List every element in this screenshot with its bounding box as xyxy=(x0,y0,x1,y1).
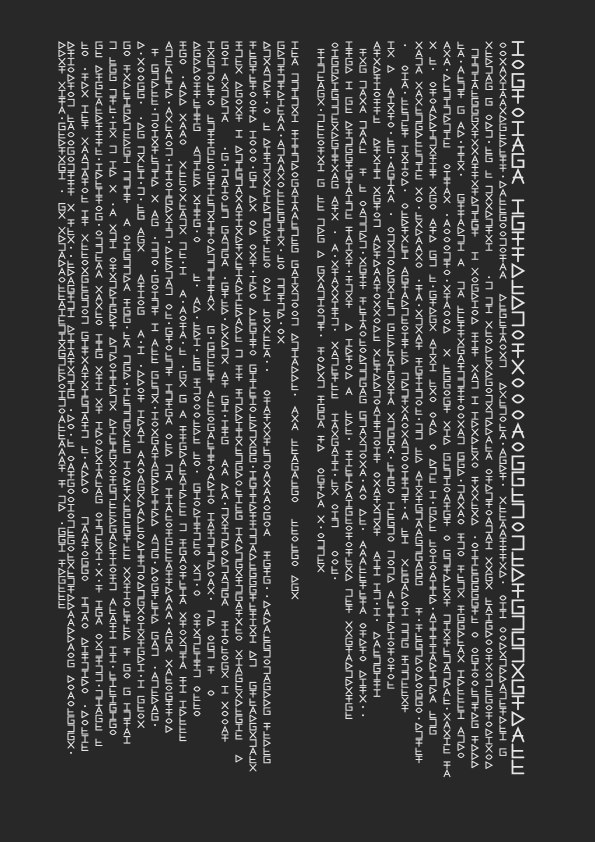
text-glyph-column xyxy=(124,42,130,743)
text-glyph-column xyxy=(96,42,102,746)
text-glyph-column xyxy=(318,49,324,571)
text-glyph-column xyxy=(430,42,436,734)
text-glyph-column xyxy=(194,42,200,716)
text-glyph-column xyxy=(292,42,298,599)
text-glyph-column xyxy=(166,42,172,732)
text-glyph-column xyxy=(110,42,116,735)
text-glyph-column xyxy=(374,42,380,696)
text-glyph-column xyxy=(250,42,256,771)
text-glyph-column xyxy=(264,42,270,763)
title-glyph-column xyxy=(513,42,524,773)
text-glyph-column xyxy=(138,42,144,727)
text-glyph-column xyxy=(332,43,338,579)
text-glyph-column xyxy=(236,42,242,762)
text-glyph-column xyxy=(346,42,352,718)
text-glyph-column xyxy=(486,42,492,768)
text-glyph-column xyxy=(180,42,186,741)
text-glyph-column xyxy=(278,42,284,343)
text-glyph-column xyxy=(472,49,478,767)
text-glyph-column xyxy=(444,42,450,777)
text-glyph-column xyxy=(360,49,366,716)
text-glyph-column xyxy=(388,42,394,688)
text-glyph-column xyxy=(68,42,74,754)
text-glyph-column xyxy=(59,42,65,608)
text-glyph-column xyxy=(500,43,506,755)
text-glyph-column xyxy=(208,42,214,695)
text-glyph-column xyxy=(222,42,228,741)
text-glyph-column xyxy=(152,49,158,726)
text-glyph-column xyxy=(416,42,422,763)
text-glyph-column xyxy=(402,44,408,712)
text-glyph-column xyxy=(458,42,464,757)
text-glyph-column xyxy=(82,42,88,750)
